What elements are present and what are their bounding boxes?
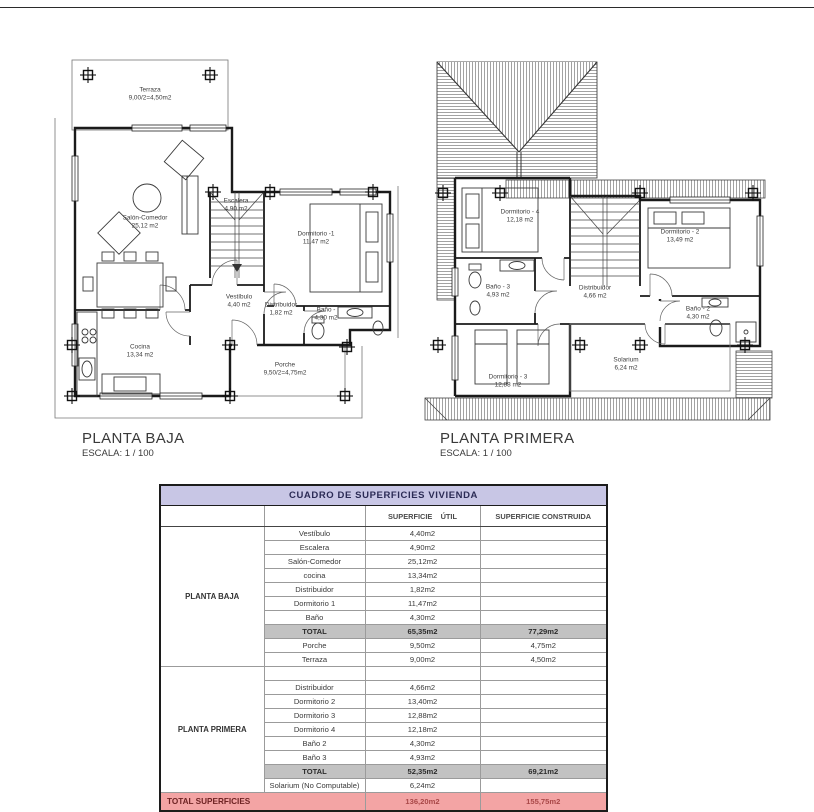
table-row <box>160 667 607 681</box>
row-name: Baño <box>264 611 365 625</box>
row-cons <box>480 583 607 597</box>
header-empty-group <box>160 506 264 527</box>
room-label-bano: Baño - 4,30 m2 <box>314 306 338 322</box>
row-util: 52,35m2 <box>365 765 480 779</box>
row-name: Dormitorio 4 <box>264 723 365 737</box>
room-label-dormitorio2: Dormitorio - 2 13,49 m2 <box>660 228 700 244</box>
room-label-dormitorio1: Dormitorio -1 11,47 m2 <box>297 230 335 246</box>
row-util: 4,30m2 <box>365 611 480 625</box>
row-name: Escalera <box>264 541 365 555</box>
row-name: Distribuidor <box>264 681 365 695</box>
room-label-vestibulo: Vestíbulo 4,40 m2 <box>225 293 253 309</box>
planta-baja-scale: ESCALA: 1 / 100 <box>82 448 154 459</box>
row-util: 13,40m2 <box>365 695 480 709</box>
row-name: Baño 3 <box>264 751 365 765</box>
group-planta-primera: PLANTA PRIMERA <box>160 667 264 793</box>
room-label-solarium: Solarium 6,24 m2 <box>613 356 639 372</box>
table-row <box>160 527 607 541</box>
row-cons: 4,75m2 <box>480 639 607 653</box>
row-cons: 77,29m2 <box>480 625 607 639</box>
row-util: 4,40m2 <box>365 527 480 541</box>
group-planta-baja: PLANTA BAJA <box>160 527 264 667</box>
grand-total-label: TOTAL SUPERFICIES <box>160 793 365 812</box>
row-util: 11,47m2 <box>365 597 480 611</box>
row-util: 12,18m2 <box>365 723 480 737</box>
bathroom2-fixtures <box>702 298 756 342</box>
row-cons <box>480 709 607 723</box>
row-util: 25,12m2 <box>365 555 480 569</box>
floorplan-planta-primera <box>420 6 800 428</box>
row-cons <box>480 779 607 793</box>
planta-primera-drawing <box>420 6 800 428</box>
table-header-row <box>160 506 607 527</box>
roof-hatching <box>425 62 772 420</box>
planta-primera-title: PLANTA PRIMERA <box>440 430 575 447</box>
room-label-bano2: Baño - 2 4,30 m2 <box>685 305 711 321</box>
row-cons <box>480 667 607 681</box>
room-label-bano3: Baño - 3 4,93 m2 <box>485 283 511 299</box>
row-name: TOTAL <box>264 765 365 779</box>
solarium-outline <box>570 324 730 391</box>
outer-walls <box>75 128 390 396</box>
row-name: cocina <box>264 569 365 583</box>
row-name: Distribuidor <box>264 583 365 597</box>
row-cons <box>480 569 607 583</box>
row-util: 4,66m2 <box>365 681 480 695</box>
row-util: 6,24m2 <box>365 779 480 793</box>
row-name <box>264 667 365 681</box>
row-cons <box>480 737 607 751</box>
row-name: Terraza <box>264 653 365 667</box>
row-cons <box>480 723 607 737</box>
header-superficie-util: SUPERFICIE ÚTIL <box>365 506 480 527</box>
row-util: 4,90m2 <box>365 541 480 555</box>
room-label-dormitorio3: Dormitorio - 3 12,88 m2 <box>488 373 528 389</box>
row-util: 4,93m2 <box>365 751 480 765</box>
row-util: 1,82m2 <box>365 583 480 597</box>
outline-lines <box>55 60 398 418</box>
header-superficie-construida: SUPERFICIE CONSTRUIDA <box>480 506 607 527</box>
table-title-row <box>160 485 607 506</box>
bedroom1-bed <box>310 204 382 292</box>
row-name: Baño 2 <box>264 737 365 751</box>
header-empty-room <box>264 506 365 527</box>
room-label-dormitorio4: Dormitorio - 4 12,18 m2 <box>500 208 540 224</box>
row-name: Vestíbulo <box>264 527 365 541</box>
row-util: 65,35m2 <box>365 625 480 639</box>
row-name: Porche <box>264 639 365 653</box>
row-cons <box>480 597 607 611</box>
row-util: 13,34m2 <box>365 569 480 583</box>
room-label-porche: Porche 9,50/2=4,75m2 <box>263 361 307 377</box>
row-util: 9,50m2 <box>365 639 480 653</box>
room-label-terraza: Terraza 9,00/2=4,50m2 <box>128 86 172 102</box>
planta-primera-scale: ESCALA: 1 / 100 <box>440 448 512 459</box>
row-name: Dormitorio 1 <box>264 597 365 611</box>
row-util: 12,88m2 <box>365 709 480 723</box>
row-cons <box>480 555 607 569</box>
row-name: Dormitorio 2 <box>264 695 365 709</box>
row-cons <box>480 681 607 695</box>
row-cons <box>480 611 607 625</box>
row-name: Salón-Comedor <box>264 555 365 569</box>
row-name: Solarium (No Computable) <box>264 779 365 793</box>
row-util: 9,00m2 <box>365 653 480 667</box>
stairs <box>570 196 640 286</box>
surfaces-table-container <box>159 484 606 812</box>
floorplan-planta-baja <box>42 6 402 428</box>
row-cons: 69,21m2 <box>480 765 607 779</box>
row-util <box>365 667 480 681</box>
pillars <box>430 185 761 353</box>
planta-baja-title: PLANTA BAJA <box>82 430 185 447</box>
table-title: CUADRO DE SUPERFICIES VIVIENDA <box>160 485 607 506</box>
surfaces-table <box>159 484 608 812</box>
row-cons <box>480 527 607 541</box>
room-label-salon-comedor: Salón-Comedor 25,12 m2 <box>122 214 168 230</box>
table-row-grand-total <box>160 793 607 812</box>
row-util: 4,30m2 <box>365 737 480 751</box>
room-label-escalera: Escalera 4,90 m2 <box>223 197 249 213</box>
room-label-cocina: Cocina 13,34 m2 <box>126 343 154 359</box>
row-cons <box>480 695 607 709</box>
row-name: TOTAL <box>264 625 365 639</box>
planta-baja-drawing <box>42 6 402 428</box>
room-label-distribuidor: Distribuidor 1,82 m2 <box>264 301 298 317</box>
grand-total-cons: 155,75m2 <box>480 793 607 812</box>
row-cons: 4,50m2 <box>480 653 607 667</box>
row-cons <box>480 751 607 765</box>
row-name: Dormitorio 3 <box>264 709 365 723</box>
row-cons <box>480 541 607 555</box>
grand-total-util: 136,20m2 <box>365 793 480 812</box>
room-label-distribuidor: Distribuidor 4,66 m2 <box>578 284 612 300</box>
